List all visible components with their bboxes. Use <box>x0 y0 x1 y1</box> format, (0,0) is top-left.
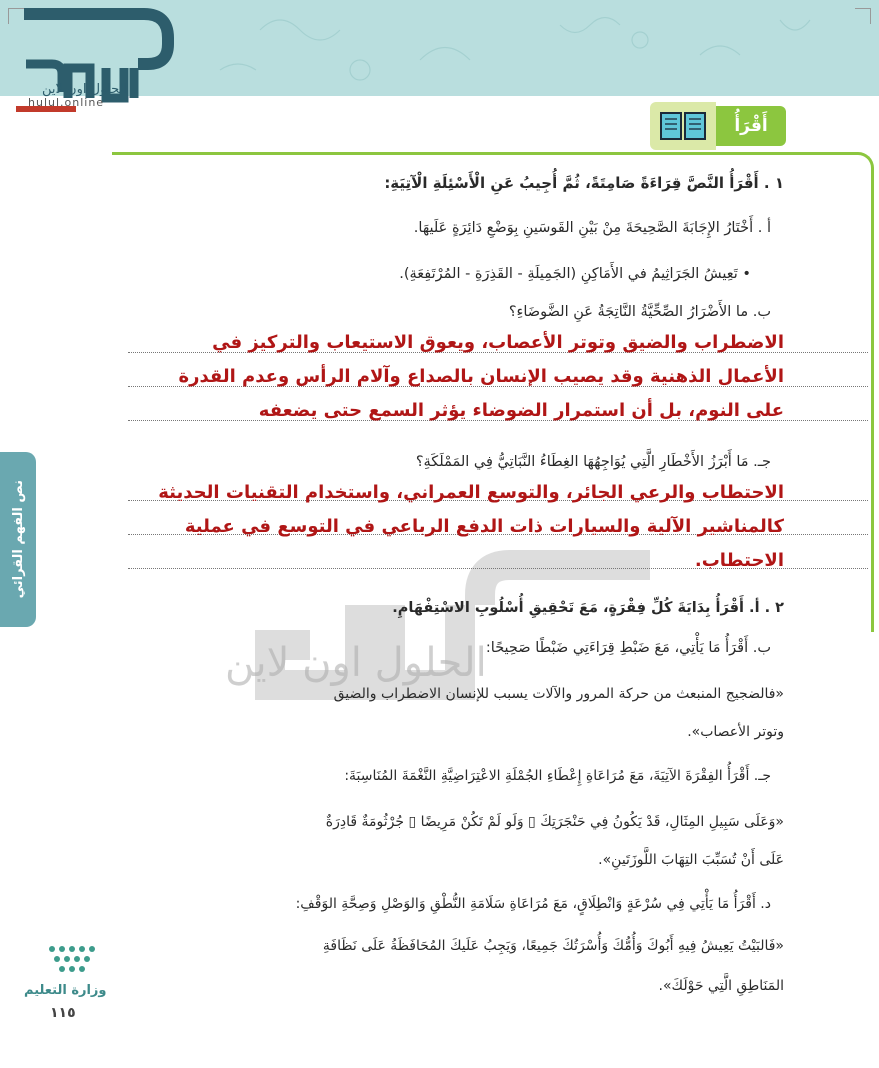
q1-b-answer-1: الاضطراب والضيق وتوتر الأعصاب، ويعوق الاستيعاب والتركيز في <box>212 332 784 353</box>
ministry-name: وزارة التعليم <box>24 983 107 998</box>
q2-c-text-2: عَلَى أَنْ تُسَبِّبَ التِهَابَ اللَّوزَتَينِ». <box>598 852 784 868</box>
crop-mark <box>855 8 871 24</box>
q1-bullet: • تَعِيشُ الجَرَاثِيمُ في الأَمَاكِنِ (الجَمِيلَةِ - القَذِرَةِ - المُرْتَفِعَةِ). <box>399 266 751 282</box>
page-number: ١١٥ <box>50 1005 76 1021</box>
q1-part-b: ب. ما الأَضْرَارُ الصِّحِّيَّةُ النَّاتِجَةُ عَنِ الضَّوضَاءِ؟ <box>508 304 771 320</box>
q1-c-answer-1: الاحتطاب والرعي الجائر، والتوسع العمراني، واستخدام التقنيات الحديثة <box>158 482 784 503</box>
section-badge: أَقْرَأُ <box>716 106 786 146</box>
q2-b-text-2: وتوتر الأعصاب». <box>687 724 784 740</box>
book-icon-box <box>650 102 716 150</box>
q1-b-answer-2: الأعمال الذهنية وقد يصيب الإنسان بالصداع وآلام الرأس وعدم القدرة <box>178 366 784 387</box>
watermark-text: الحلول اون لاين <box>225 640 487 686</box>
open-book-icon <box>658 109 708 143</box>
q2-d-text-1: «فَالبَيْتُ يَعِيشُ فِيهِ أَبُوكَ وَأُمُّكَ وَأُسْرَتُكَ جَمِيعًا، وَيَجِبُ عَلَيكَ المُحَافَظَةُ عَلَى نَظَافَةِ <box>322 938 784 954</box>
logo-arabic-name: الحلول اون لاين <box>42 82 128 97</box>
logo-site: hulul.online <box>28 96 105 109</box>
q1-title: ١ . أَقْرَأُ النَّصَّ قِرَاءَةً صَامِتَةً، ثُمَّ أُجِيبُ عَنِ الْأَسْئِلَةِ الْآتِيَةِ: <box>384 174 784 192</box>
q2-part-b: ب. أَقْرَأُ مَا يَأْتِي، مَعَ ضَبْطِ قِرَاءَتِي ضَبْطًا صَحِيحًا: <box>485 640 771 656</box>
q1-part-a: أ . أَخْتَارُ الإِجَابَةَ الصَّحِيحَةَ مِنْ بَيْنِ القَوسَينِ بِوَضْعِ دَائِرَةٍ عَلَيهَا. <box>413 220 771 236</box>
side-tab-label: نص الفهم القرائي <box>10 480 26 599</box>
q2-c-text-1: «وَعَلَى سَبِيلِ المِثَالِ، قَدْ يَكُونُ فِي حَنْجَرَتِكَ ▯ وَلَو لَمْ تَكُنْ مَرِيضًا ▯ جُرْثُومَةٌ قَادِرَةٌ <box>325 814 784 830</box>
q1-c-answer-2: كالمناشير الآلية والسيارات ذات الدفع الرباعي في التوسع في عملية <box>184 516 784 537</box>
q1-b-answer-3: على النوم، بل أن استمرار الضوضاء يؤثر السمع حتى يضعفه <box>258 400 784 421</box>
ministry-logo <box>22 935 122 1015</box>
q2-d-text-2: المَنَاطِقِ الَّتِي حَوْلَكَ». <box>658 978 784 994</box>
q2-part-c: جـ. أَقْرَأُ الفِقْرَةَ الآتِيَةَ، مَعَ مُرَاعَاةِ إِعْطَاءِ الجُمْلَةِ الاعْتِرَاضِيَّةِ النَّغْمَةَ المُنَاسِبَةَ: <box>344 768 771 784</box>
q1-part-c: جـ. مَا أَبْرَزُ الأَخْطَارِ الَّتِي يُوَاجِهُهَا الغِطَاءُ النَّبَاتِيُّ فِي المَمْلَكَةِ؟ <box>415 454 771 470</box>
q2-part-a: ٢ . أ. أَقْرَأُ بِدَايَةَ كُلِّ فِقْرَةٍ، مَعَ تَحْقِيقِ أُسْلُوبِ الاسْتِفْهَامِ. <box>392 600 784 616</box>
side-tab <box>0 452 36 627</box>
q1-c-answer-3: الاحتطاب. <box>694 550 784 571</box>
q2-part-d: د. أَقْرَأُ مَا يَأْتِي فِي سُرْعَةٍ وَانْطِلَاقٍ، مَعَ مُرَاعَاةِ سَلَامَةِ النُّطْقِ وَالوَصْلِ وَصِحَّةِ الوَقْفِ: <box>295 896 771 912</box>
section-header <box>650 98 786 152</box>
q2-b-text-1: «فالضجيج المنبعث من حركة المرور والآلات يسبب للإنسان الاضطراب والضيق <box>333 686 784 702</box>
